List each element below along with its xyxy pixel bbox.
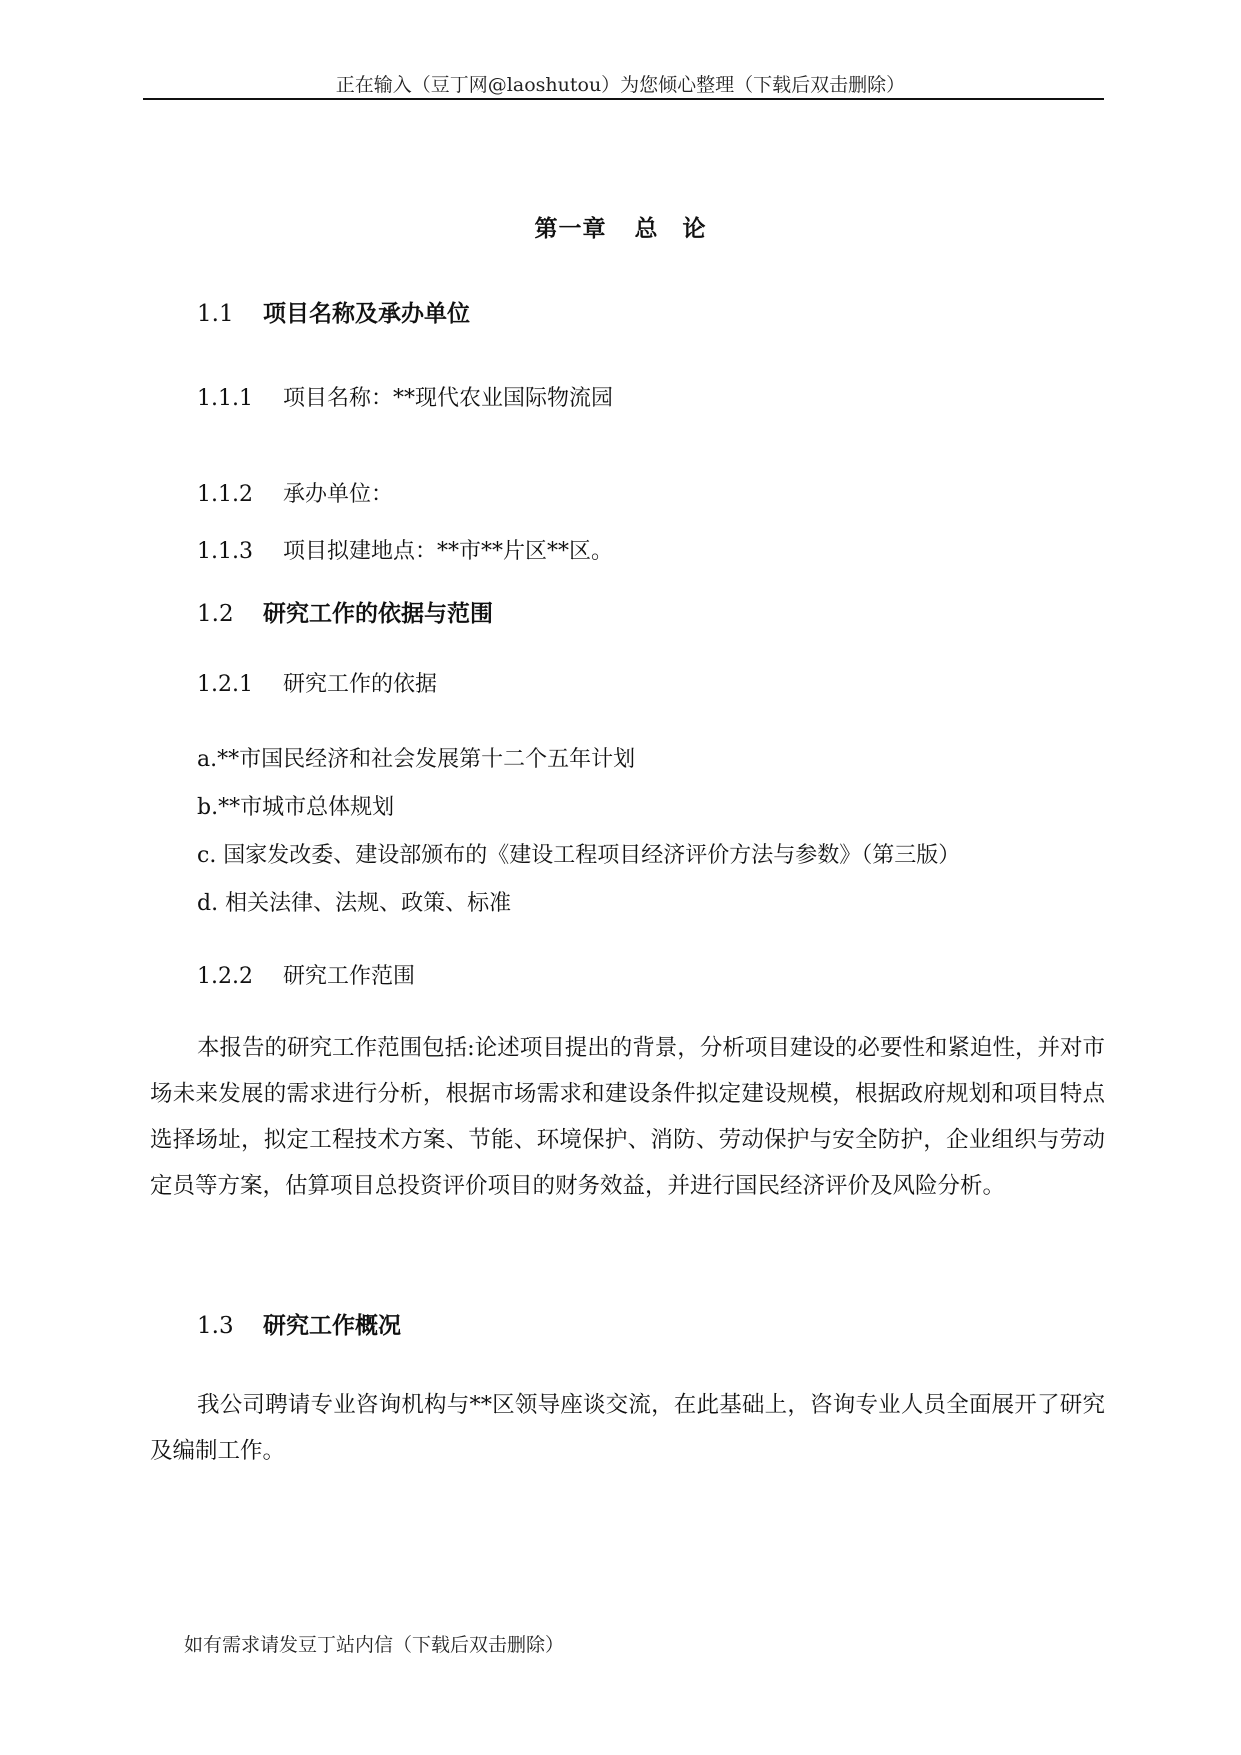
section-heading-1-2 — [197, 595, 493, 628]
chapter-title — [0, 210, 1241, 243]
section-number: 1.1 — [197, 301, 234, 327]
basis-item-d: d. 相关法律、法规、政策、标准 — [197, 891, 512, 916]
subsection-text: 项目名称：**现代农业国际物流园 — [283, 386, 614, 411]
page-header: 正在输入（豆丁网@laoshutou）为您倾心整理（下载后双击删除） — [335, 74, 906, 96]
basis-item-c: c. 国家发改委、建设部颁布的《建设工程项目经济评价方法与参数》（第三版） — [197, 843, 961, 868]
basis-item-b: b.**市城市总体规划 — [197, 795, 395, 820]
header-rule — [143, 98, 1104, 100]
subsection-number: 1.2.1 — [197, 672, 253, 697]
subsection-text: 研究工作的依据 — [283, 672, 438, 697]
subsection-number: 1.2.2 — [197, 964, 253, 989]
subsection-1-1-1 — [197, 381, 613, 412]
chapter-name: 总 论 — [634, 216, 707, 242]
subsection-text: 项目拟建地点：**市**片区**区。 — [283, 539, 614, 564]
overview-paragraph: 我公司聘请专业咨询机构与**区领导座谈交流，在此基础上，咨询专业人员全面展开了研究及编制工作。 — [150, 1392, 1105, 1464]
section-title: 研究工作概况 — [263, 1313, 401, 1339]
subsection-number: 1.1.2 — [197, 482, 253, 507]
subsection-1-2-2 — [197, 959, 415, 990]
subsection-1-2-1 — [197, 667, 437, 698]
subsection-1-1-2 — [197, 477, 393, 508]
subsection-text: 研究工作范围 — [283, 964, 416, 989]
subsection-text: 承办单位： — [283, 482, 394, 507]
section-number: 1.2 — [197, 601, 234, 627]
chapter-prefix: 第一章 — [534, 216, 607, 242]
page-footer: 如有需求请发豆丁站内信（下载后双击删除） — [184, 1634, 565, 1656]
section-title: 项目名称及承办单位 — [263, 301, 470, 327]
subsection-1-1-3 — [197, 534, 613, 565]
basis-item-a: a.**市国民经济和社会发展第十二个五年计划 — [197, 747, 636, 772]
section-heading-1-3 — [197, 1307, 401, 1340]
section-number: 1.3 — [197, 1313, 234, 1339]
scope-paragraph: 本报告的研究工作范围包括:论述项目提出的背景，分析项目建设的必要性和紧迫性，并对市场未来发展的需求进行分析，根据市场需求和建设条件拟定建设规模，根据政府规划和项目特点选择场址，拟定工程技术方案、节能、环境保护、消防、劳动保护与安全防护，企业组织与劳动定员等方案，估算项目总投资评价项目的财务效益，并进行国民经济评价及风险分析。 — [150, 1035, 1105, 1199]
subsection-number: 1.1.1 — [197, 386, 253, 411]
subsection-number: 1.1.3 — [197, 539, 253, 564]
section-title: 研究工作的依据与范围 — [263, 601, 493, 627]
section-heading-1-1 — [197, 295, 470, 328]
